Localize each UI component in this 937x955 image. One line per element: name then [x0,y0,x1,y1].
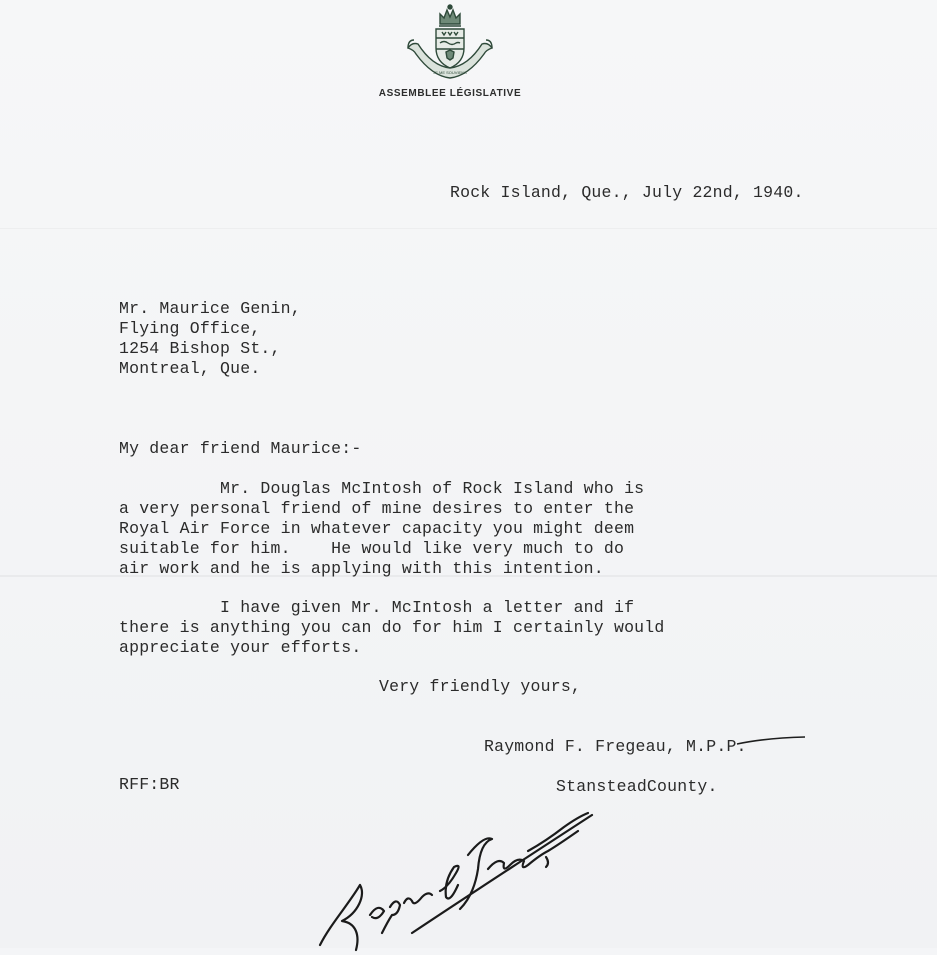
recipient-street: 1254 Bishop St., [119,339,281,358]
body-line: a very personal friend of mine desires to enter the [119,499,635,518]
institution-heading [0,88,900,99]
date-line: Rock Island, Que., July 22nd, 1940. [450,183,804,202]
institution-name: ASSEMBLEE LÉGISLATIVE [378,88,522,99]
reference-initials: RFF:BR [119,775,180,794]
crest-motto: JE ME SOUVIENS [433,70,467,75]
pen-strike-mark [735,736,807,746]
body-line: appreciate your efforts. [119,638,362,657]
recipient-city: Montreal, Que. [119,359,261,378]
handwritten-signature [300,795,660,955]
salutation: My dear friend Maurice:- [119,439,362,458]
body-line: I have given Mr. McIntosh a letter and if [119,598,635,617]
sender-county: StansteadCounty. [556,777,718,796]
sender-name: Raymond F. Fregeau, M.P.P. [484,737,747,756]
quebec-coat-of-arms-icon [402,2,498,88]
closing: Very friendly yours, [379,677,582,696]
recipient-office: Flying Office, [119,319,261,338]
body-line: Mr. Douglas McIntosh of Rock Island who is [119,479,645,498]
body-line: Royal Air Force in whatever capacity you might deem [119,519,635,538]
recipient-name: Mr. Maurice Genin, [119,299,301,318]
body-line: suitable for him. He would like very much to do [119,539,625,558]
paper-fold [0,228,937,229]
body-line: there is anything you can do for him I certainly would [119,618,665,637]
body-line: air work and he is applying with this intention. [119,559,604,578]
